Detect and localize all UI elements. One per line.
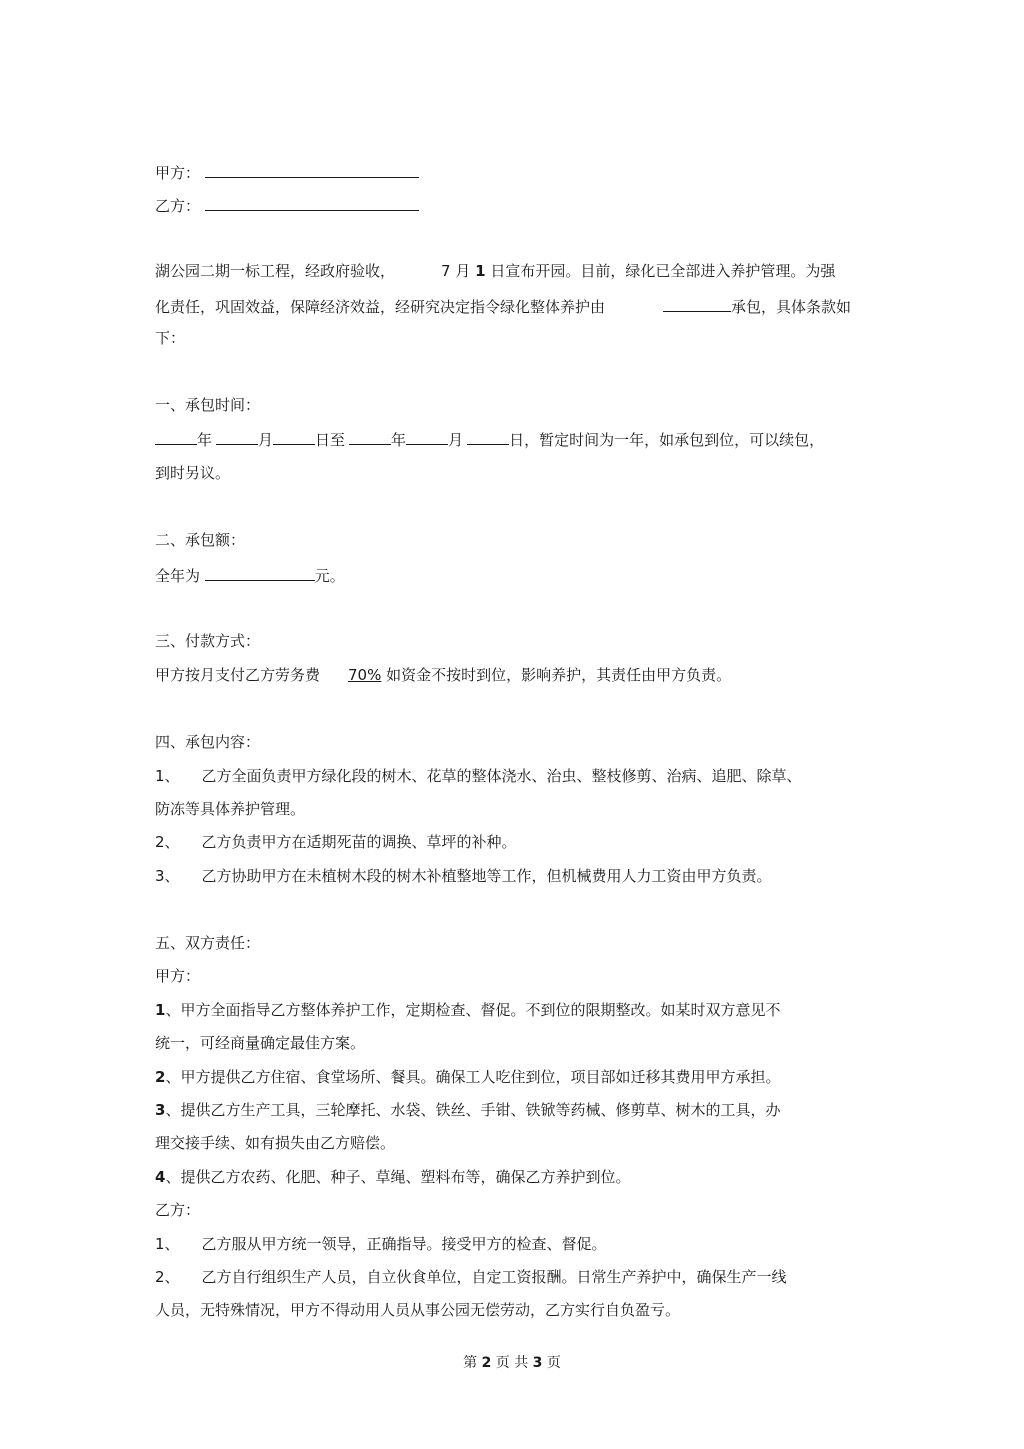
section-4-item-1 <box>155 766 802 786</box>
item-number: 4 <box>155 1168 166 1186</box>
party-b-item-2 <box>155 1267 787 1287</box>
item-text: 乙方全面负责甲方绿化段的树木、花草的整体浇水、治虫、整枝修剪、治病、追肥、除草、 <box>201 767 802 785</box>
current-page-number: 2 <box>481 1355 492 1371</box>
intro-line-3 <box>155 328 185 348</box>
month-label: 月 <box>258 431 274 449</box>
item-number: 1、 <box>155 767 180 785</box>
intro-text: 承包，具体条款如 <box>731 298 852 316</box>
section-1-title: 一、承包时间： <box>155 396 261 414</box>
item-number: 1 <box>155 1001 166 1019</box>
intro-text: 湖公园二期一标工程，经政府验收， <box>155 262 396 280</box>
end-month-blank <box>406 428 448 445</box>
party-a-responsibilities-label: 甲方： <box>155 967 201 985</box>
item-number: 3、 <box>155 867 180 885</box>
item-text: 乙方服从甲方统一领导，正确指导。接受甲方的检查、督促。 <box>201 1235 607 1253</box>
year-label: 年 <box>197 431 213 449</box>
section-3-title: 三、付款方式： <box>155 632 261 650</box>
payment-percent: 70% <box>348 666 382 684</box>
footer-text: 页 <box>546 1355 561 1371</box>
day-end-text: 日，暂定时间为一年，如承包到位，可以续包， <box>509 431 825 449</box>
party-a-item-3-cont: 理交接手续、如有损失由乙方赔偿。 <box>155 1134 396 1152</box>
intro-month: 7 <box>441 262 451 280</box>
section-4-item-3 <box>155 866 772 886</box>
section-3-text <box>155 665 731 685</box>
party-a-item-3 <box>155 1100 780 1120</box>
party-a-line <box>155 161 419 181</box>
total-page-number: 3 <box>532 1355 543 1371</box>
party-a-blank <box>205 161 419 178</box>
item-text: 、甲方全面指导乙方整体养护工作，定期检查、督促。不到位的限期整改。如某时双方意见不 <box>165 1001 781 1019</box>
item-number: 1、 <box>155 1235 180 1253</box>
section-2-amount <box>155 564 345 584</box>
party-a-label: 甲方： <box>155 164 201 182</box>
payment-text: 如资金不按时到位，影响养护，其责任由甲方负责。 <box>386 666 732 684</box>
intro-text: 化责任，巩固效益，保障经济效益，经研究决定指令绿化整体养护由 <box>155 298 606 316</box>
section-1-cont: 到时另议。 <box>155 464 231 482</box>
party-b-label: 乙方： <box>155 197 201 215</box>
contractor-blank <box>663 295 731 312</box>
section-4-item-2 <box>155 832 517 852</box>
section-1-dates <box>155 428 824 448</box>
party-a-item-2 <box>155 1067 780 1087</box>
item-text: 、提供乙方农药、化肥、种子、草绳、塑料布等，确保乙方养护到位。 <box>165 1168 631 1186</box>
intro-text: 日宣布开园。目前，绿化已全部进入养护管理。为强 <box>490 262 836 280</box>
item-number: 2、 <box>155 833 180 851</box>
end-year-blank <box>349 428 391 445</box>
intro-day: 1 <box>475 262 486 280</box>
party-b-item-2-cont: 人员，无特殊情况，甲方不得动用人员从事公园无偿劳动，乙方实行自负盈亏。 <box>155 1301 681 1319</box>
section-5-title: 五、双方责任： <box>155 934 261 952</box>
intro-line-2 <box>155 295 851 315</box>
start-month-blank <box>216 428 258 445</box>
intro-text: 月 <box>455 262 471 280</box>
amount-label: 全年为 <box>155 567 201 585</box>
end-day-blank <box>467 428 509 445</box>
intro-line-1 <box>155 261 835 281</box>
start-year-blank <box>155 428 197 445</box>
footer-text: 页 共 <box>495 1355 529 1371</box>
party-b-responsibilities-label: 乙方： <box>155 1201 201 1219</box>
item-text: 乙方协助甲方在未植树木段的树木补植整地等工作，但机械费用人力工资由甲方负责。 <box>201 867 772 885</box>
section-4-title: 四、承包内容： <box>155 733 261 751</box>
page-footer <box>0 1352 1024 1372</box>
item-number: 3 <box>155 1101 166 1119</box>
item-text: 乙方负责甲方在适期死苗的调换、草坪的补种。 <box>201 833 517 851</box>
year-label: 年 <box>391 431 407 449</box>
footer-text: 第 <box>463 1355 478 1371</box>
party-a-item-4 <box>155 1167 630 1187</box>
section-4-item-1-cont: 防冻等具体养护管理。 <box>155 800 306 818</box>
party-a-item-1 <box>155 1000 780 1020</box>
payment-text: 甲方按月支付乙方劳务费 <box>155 666 321 684</box>
item-text: 、提供乙方生产工具，三轮摩托、水袋、铁丝、手钳、铁锨等药械、修剪草、树木的工具，办 <box>165 1101 781 1119</box>
start-day-blank <box>273 428 315 445</box>
party-a-item-1-cont: 统一，可经商量确定最佳方案。 <box>155 1034 366 1052</box>
party-b-blank <box>205 194 419 211</box>
month-label: 月 <box>448 431 464 449</box>
item-number: 2、 <box>155 1268 180 1286</box>
item-number: 2 <box>155 1068 166 1086</box>
intro-text: 下： <box>155 329 186 347</box>
day-to-label: 日至 <box>315 431 346 449</box>
item-text: 、甲方提供乙方住宿、食堂场所、餐具。确保工人吃住到位，项目部如迁移其费用甲方承担。 <box>165 1068 781 1086</box>
party-b-line <box>155 194 419 214</box>
amount-blank <box>205 564 315 581</box>
amount-unit: 元。 <box>314 567 345 585</box>
item-text: 乙方自行组织生产人员，自立伙食单位，自定工资报酬。日常生产养护中，确保生产一线 <box>201 1268 787 1286</box>
section-2-title: 二、承包额： <box>155 531 246 549</box>
party-b-item-1 <box>155 1234 607 1254</box>
